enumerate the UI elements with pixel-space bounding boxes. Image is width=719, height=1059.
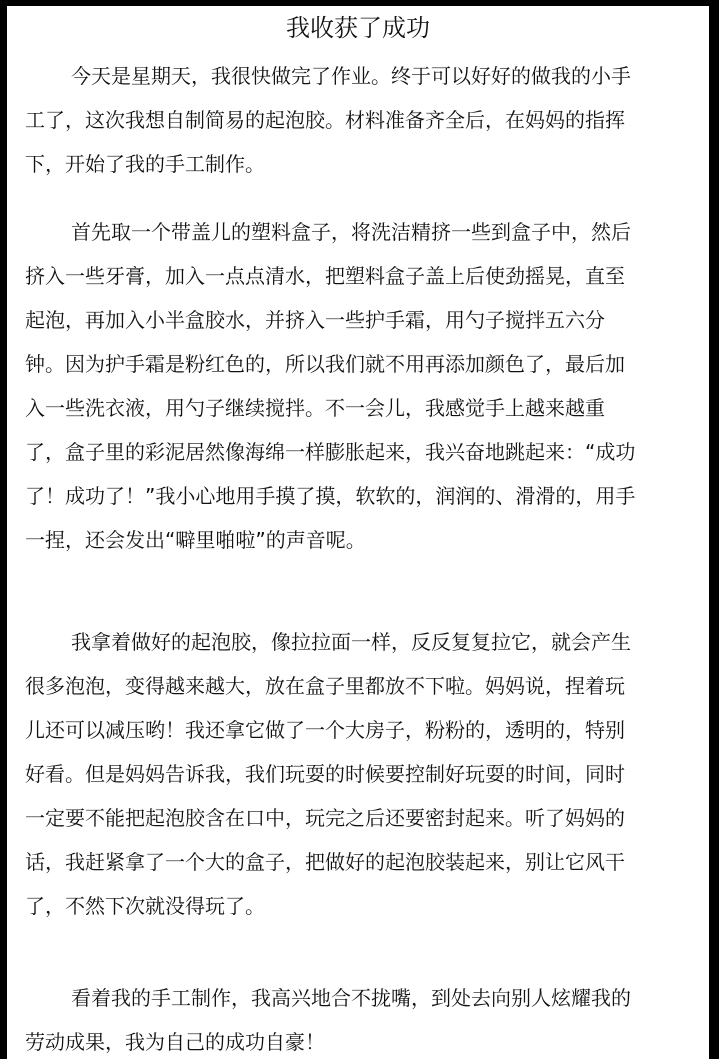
text-line: 我拿着做好的起泡胶，像拉拉面一样，反反复复拉它，就会产生 xyxy=(71,630,631,654)
paragraph-1 xyxy=(25,54,701,186)
text-line: 首先取一个带盖儿的塑料盒子，将洗洁精挤一些到盒子中，然后 xyxy=(71,220,631,244)
paragraph-3 xyxy=(25,620,701,928)
text-line: 儿还可以减压哟！我还拿它做了一个大房子，粉粉的，透明的，特别 xyxy=(25,718,625,742)
text-line: 一捏，还会发出“噼里啪啦”的声音呢。 xyxy=(25,528,366,552)
text-line: 挤入一些牙膏，加入一点点清水，把塑料盒子盖上后使劲摇晃，直至 xyxy=(25,264,625,288)
text-line: 一定要不能把起泡胶含在口中，玩完之后还要密封起来。听了妈妈的 xyxy=(25,806,625,830)
text-line: 下，开始了我的手工制作。 xyxy=(25,152,265,176)
essay-title: 我收获了成功 xyxy=(286,14,430,42)
text-line: 话，我赶紧拿了一个大的盒子，把做好的起泡胶装起来，别让它风干 xyxy=(25,850,625,874)
document-page xyxy=(7,6,709,1059)
text-line: 入一些洗衣液，用勺子继续搅拌。不一会儿，我感觉手上越来越重 xyxy=(25,396,605,420)
text-line: 了！成功了！”我小心地用手摸了摸，软软的，润润的、滑滑的，用手 xyxy=(25,484,636,508)
text-line: 很多泡泡，变得越来越大，放在盒子里都放不下啦。妈妈说，捏着玩 xyxy=(25,674,625,698)
text-line: 了，盒子里的彩泥居然像海绵一样膨胀起来，我兴奋地跳起来：“成功 xyxy=(25,440,636,464)
text-line: 今天是星期天，我很快做完了作业。终于可以好好的做我的小手 xyxy=(71,64,631,88)
paragraph-2 xyxy=(25,210,701,562)
text-line: 劳动成果，我为自己的成功自豪！ xyxy=(25,1030,325,1054)
text-line: 钟。因为护手霜是粉红色的，所以我们就不用再添加颜色了，最后加 xyxy=(25,352,625,376)
text-line: 工了，这次我想自制简易的起泡胶。材料准备齐全后，在妈妈的指挥 xyxy=(25,108,625,132)
text-line: 了，不然下次就没得玩了。 xyxy=(25,894,265,918)
paragraph-4 xyxy=(25,976,701,1059)
text-line: 好看。但是妈妈告诉我，我们玩耍的时候要控制好玩耍的时间，同时 xyxy=(25,762,625,786)
text-line: 起泡，再加入小半盒胶水，并挤入一些护手霜，用勺子搅拌五六分 xyxy=(25,308,605,332)
text-line: 看着我的手工制作，我高兴地合不拢嘴，到处去向别人炫耀我的 xyxy=(71,986,631,1010)
